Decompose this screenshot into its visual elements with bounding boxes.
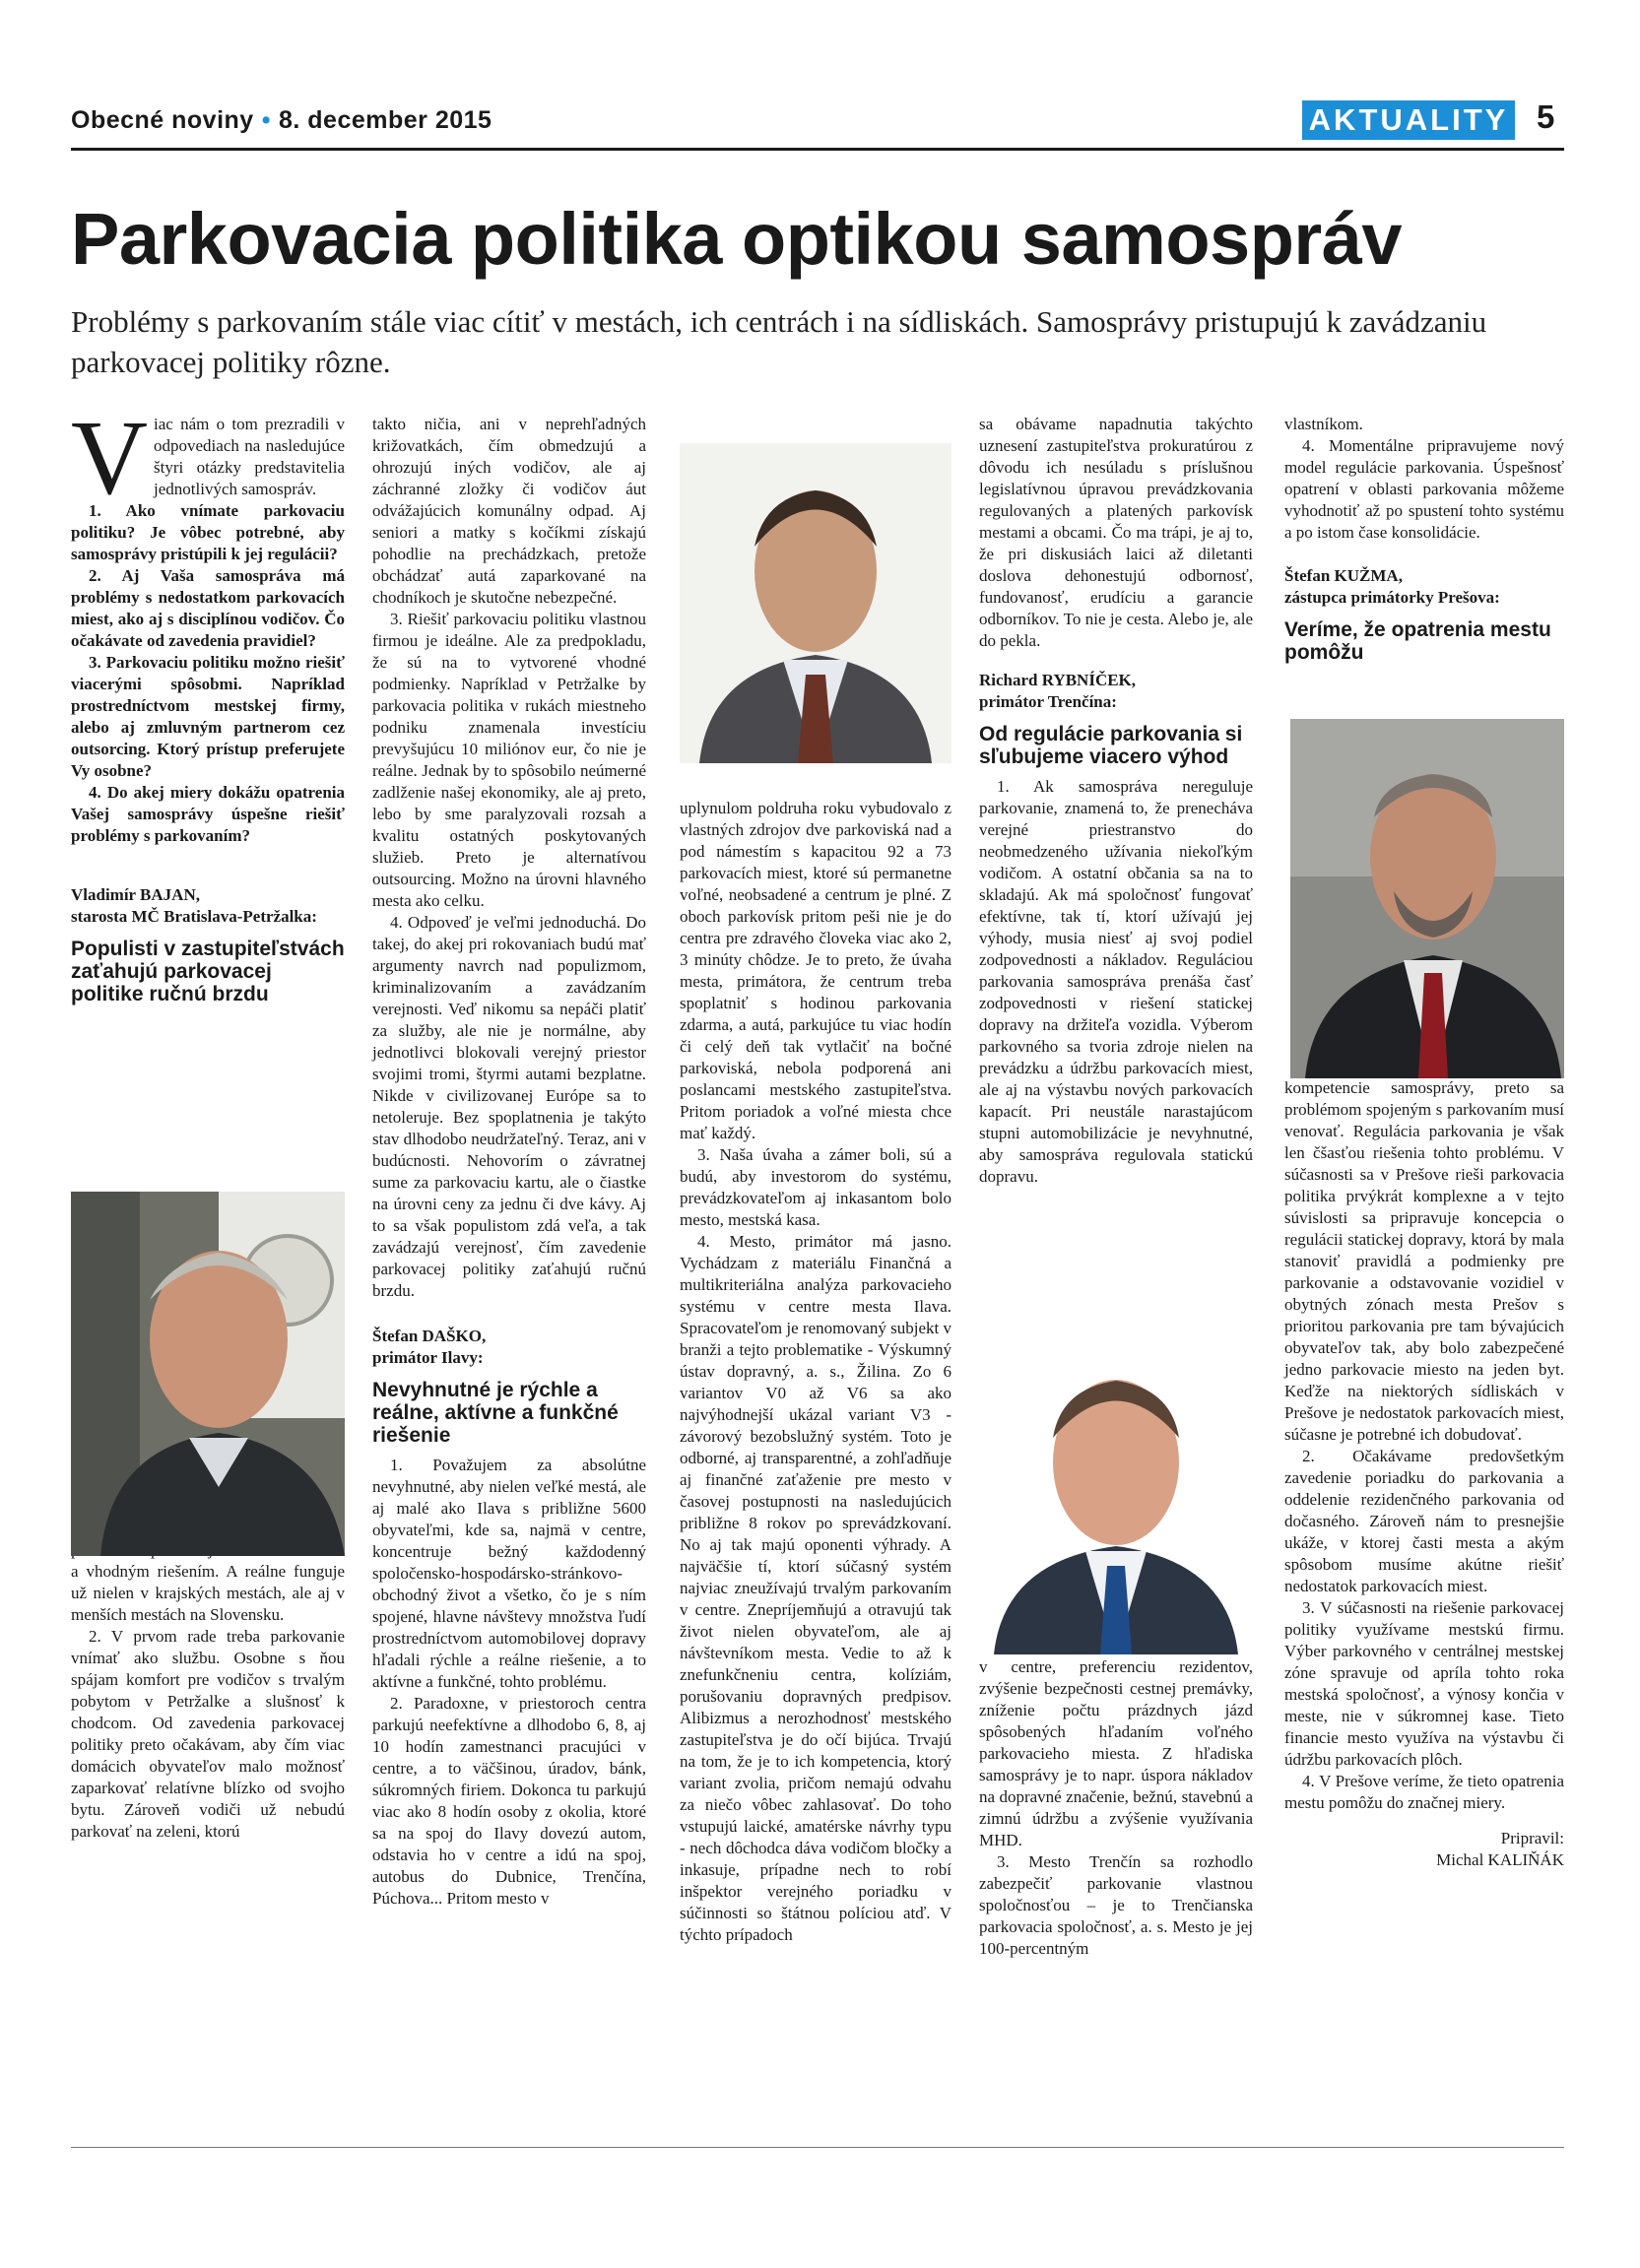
bajan-portrait (71, 1192, 345, 1556)
page-number: 5 (1537, 98, 1555, 135)
rybnicek-answer-4: 4. Momentálne pripravujeme nový model regulácie parkovania. Úspešnosť opatrení v oblasti parkovania môžeme vyhodnotiť až po spustení tohto systému a po istom čase konsolidácie. (1284, 436, 1564, 542)
bajan-name: Vladimír BAJAN, (71, 885, 200, 904)
bajan-answer-2-cont: takto ničia, ani v neprehľadných križovatkách, čím obmedzujú a ohrozujú iných vodičov, ale aj záchranné zložky či vodičov áut odvážajúcich komunálny odpad. Aj seniori a matky s kočíkmi získajú pohodlie na prechádzkach, pretože obchádzať autá zaparkované na chodníkoch je skutočne nebezpečné. (372, 415, 646, 607)
drop-cap: V (71, 400, 148, 517)
question-2: 2. Aj Vaša samospráva má problémy s nedostatkom parkovacích miest, ako aj s disciplínou vodičov. Čo očakávate od zavedenia pravidiel? (71, 566, 345, 650)
rybnicek-heading: Od regulácie parkovania si sľubujeme viacero výhod (979, 723, 1243, 768)
bajan-answer-1: a vhodným riešením. A reálne funguje už nielen v krajských mestách, ale aj v menších mestách na Slovensku. (71, 1562, 345, 1624)
kuzma-name: Štefan KUŽMA, (1284, 566, 1403, 585)
byline-author: Michal KALIŇÁK (1436, 1850, 1564, 1869)
kuzma-heading: Veríme, že opatrenia mestu pomôžu (1284, 618, 1551, 664)
rybnicek-name: Richard RYBNÍČEK, (979, 671, 1137, 689)
rybnicek-answer-3-cont: vlastníkom. (1284, 415, 1363, 433)
masthead (71, 106, 492, 135)
kuzma-answer-3: 3. V súčasnosti na riešenie parkovacej politiky využívame mestskú firmu. Výber parkovného v centrálnej mestskej zóne spravuje od apríla tohto roka mestská spoločnosť, a výnosy končia v meste, nie v súkromnej kase. Tieto financie mesto využíva na výstavbu či údržbu parkovacích plôch. (1284, 1598, 1564, 1769)
rybnicek-role: primátor Trenčína: (979, 692, 1117, 711)
question-4: 4. Do akej miery dokážu opatrenia Vašej samosprávy úspešne riešiť problémy s parkovaním? (71, 783, 345, 845)
rybnicek-portrait (979, 1329, 1253, 1654)
kuzma-answer-4: 4. V Prešove veríme, že tieto opatrenia mestu pomôžu do značnej miery. (1284, 1772, 1564, 1812)
issue-date: 8. december 2015 (278, 106, 492, 134)
section-label: AKTUALITY (1302, 100, 1515, 140)
dasko-role: primátor Ilavy: (372, 1348, 484, 1367)
question-1: 1. Ako vnímate parkovaciu politiku? Je vôbec potrebné, aby samosprávy pristúpili k jej regulácii? (71, 501, 345, 563)
separator-dot: • (261, 106, 271, 134)
column-1 (71, 400, 345, 1843)
column-5 (1284, 414, 1564, 1871)
article-lead: Problémy s parkovaním stále viac cítiť v mestách, ich centrách i na sídliskách. Samosprávy pristupujú k zavádzaniu parkovacej politiky rôzne. (71, 304, 1487, 379)
column-3 (680, 798, 951, 1946)
bajan-answer-2: 2. V prvom rade treba parkovanie vnímať ako službu. Osobne s ňou spájam komfort pre vodičov s trvalým pobytom v Petržalke a slušnosť k chodcom. Od zavedenia parkovacej politiky preto očakávam, aby čím viac domácich obyvateľov malo možnosť zaparkovať relatívne blízko od svojho bytu. Zároveň vodiči už nebudú parkovať na zeleni, ktorú (71, 1627, 345, 1841)
intro-paragraph: Viac nám o tom prezradili v odpovediach na nasledujúce štyri otázky predstavitelia jednotlivých samospráv. (71, 400, 345, 517)
rybnicek-answer-3: 3. Mesto Trenčín sa rozhodlo zabezpečiť parkovanie vlastnou spoločnosťou – je to Trenčianska parkovacia spoločnosť, a. s. Mesto je jej 100-percentným (979, 1852, 1253, 1958)
dasko-answer-3: 3. Naša úvaha a zámer boli, sú a budú, aby investorom do systému, prevádzkovateľom aj inkasantom bolo mesto, mestská kasa. (680, 1145, 951, 1229)
header-rule (71, 148, 1564, 151)
question-3: 3. Parkovaciu politiku možno riešiť viacerými spôsobmi. Napríklad prostredníctvom mestskej firmy, alebo aj zmluvným partnerom cez outsorcing. Ktorý prístup preferujete Vy osobne? (71, 653, 345, 780)
kuzma-portrait (1290, 719, 1564, 1078)
dasko-heading: Nevyhnutné je rýchle a reálne, aktívne a funkčné riešenie (372, 1379, 619, 1447)
column-2 (372, 414, 646, 1910)
dasko-answer-4: 4. Mesto, primátor má jasno. Vychádzam z materiálu Finančná a multikriteriálna analýza parkovacieho systému v centre mesta Ilava. Spracovateľom je renomovaný subjekt v branži a tejto problematike - Výskumný ústav dopravný, a. s., Žilina. Zo 6 variantov V0 až V6 sa ako najvýhodnejší ukázal variant V3 - závorový bezobslužný systém. Toto je odborné, aj transparentné, a zohľadňuje aj finančné zaťaženie pre mesto v časovej postupnosti na nasledujúcich približne 8 rokov po sprevádzkovaní. No aj tak majú oponenti výhrady. A najväčšie tí, ktorí súčasný systém najviac zneužívajú trvalým parkovaním v centre. Znepríjemňujú a otravujú tak život nielen obyvateľom, ale aj návštevníkom mesta. Vedie to až k znefunkčneniu centra, kolíziám, porušovaniu dopravných predpisov. Alibizmus a nerozhodnosť mestského zastupiteľstva je do očí bijúca. Trvajú na tom, že je to ich kompetencia, ktorý variant zvolia, pričom nemajú odvahu za niečo vôbec zahlasovať. Do toho vstupujú laické, amatérske návrhy typu - nech dôchodca dáva vodičom bločky a inkasuje, prípadne nech to robí inšpektor verejného poriadku v súčinnosti so štátnou políciou atď. V týchto prípadoch (680, 1232, 952, 1944)
dasko-portrait (680, 443, 951, 763)
byline-prepared: Pripravil: (1500, 1829, 1564, 1847)
publication-name: Obecné noviny (71, 106, 254, 134)
dasko-answer-2: 2. Paradoxne, v priestoroch centra parkujú neefektívne a dlhodobo 6, 8, aj 10 hodín zamestnanci pracujúci v centre, a to väčšinou, úradov, bánk, súkromných firiem. Dokonca tu parkujú viac ako 8 hodín osoby z okolia, ktoré sa na spoj do Ilavy dovezú autom, odstavia ho v centre a idú na spoj, autobus do Dubnice, Trenčína, Púchova... Pritom mesto v (372, 1694, 646, 1908)
rybnicek-answer-2: v centre, preferenciu rezidentov, zvýšenie bezpečnosti cestnej premávky, zníženie počtu prázdnych jázd spôsobených hľadaním voľného parkovacieho miesta. Z hľadiska samosprávy je to napr. úspora nákladov na dopravné značenie, bežnú, stavebnú a zimnú údržbu a zvýšenie využívania MHD. (979, 1657, 1253, 1849)
kuzma-answer-1: kompetencie samosprávy, preto sa problémom spojeným s parkovaním musí venovať. Regulácia parkovania je však len čšasťou riešenia tohto problému. V súčasnosti sa v Prešove rieši parkovacia politika prvýkrát komplexne a v tejto súvislosti sa pripravuje koncepcia o regulácii statickej dopravy, ktorá by mala stanoviť pravidlá a podmienky pre parkovanie a odstavovanie vozidiel v obytných zónach mesta Prešov s prioritou parkovania pre tam bývajúcich obyvateľov tak, aby bolo zabezpečené jedno parkovacie miesto na jeden byt. Keďže na niektorých sídliskách v Prešove je nedostatok parkovacích miest, súčasne je potrebné ich dobudovať. (1284, 1078, 1564, 1444)
article-title: Parkovacia politika optikou samospráv (71, 198, 1403, 280)
column-4 (979, 414, 1253, 1960)
dasko-answer-1: 1. Považujem za absolútne nevyhnutné, aby nielen veľké mestá, ale aj malé ako Ilava s približne 5600 obyvateľmi, kde sa, najmä v centre, koncentruje bežný každodenný spoločensko-hospodársko-stránkovo-obchodný život a všetko, čo je s ním spojené, hlavne návštevy množstva ľudí prostredníctvom automobilovej dopravy hľadali rýchle a reálne riešenie, a to aktívne a funkčné, tohto problému. (372, 1456, 646, 1691)
dasko-answer-4-cont: sa obávame napadnutia takýchto uznesení zastupiteľstva prokuratúrou z dôvodu ich nesúladu s príslušnou legislatívnou úpravou prevádzkovania regulovaných a platených parkovísk mestami a obcami. Čo ma trápi, je aj to, že pri diskusiách laici až diletanti doslova dehonestujú odbornosť, fundovanosť, erudíciu a garancie odborníkov. To nie je cesta. Alebo je, ale do pekla. (979, 415, 1253, 650)
kuzma-role: zástupca primátorky Prešova: (1284, 588, 1500, 607)
dasko-answer-2-cont: uplynulom poldruha roku vybudovalo z vlastných zdrojov dve parkoviská nad a pod námestím s kapacitou 92 a 73 parkovacích miest, ktoré sú permanetne voľné, neobsadené a centrum je plné. Z oboch parkovísk pritom peši nie je do centra pre zdravého človeka viac ako 2, 3 minúty chôdze. Je to preto, že úvaha mesta, primátora, že centrum treba spoplatniť s hodinou parkovania zdarma, a autá, parkujúce tu viac hodín či celý deň tak vytlačiť na bočné parkoviská, nebola podporená ani poslancami mestského zastupiteľstva. Pritom poriadok a voľné miesta chce mať každý. (680, 799, 951, 1142)
rybnicek-answer-1: 1. Ak samospráva nereguluje parkovanie, znamená to, že prenecháva verejné priestranstvo do neobmedzeného užívania niekoľkým vodičom. A ostatní občania sa na to skladajú. Ak má spoločnosť fungovať efektívne, tak tí, ktorí užívajú jej výhody, musia niesť aj svoj podiel zodpovednosti a nákladov. Reguláciou parkovania samospráva prenáša časť zodpovednosti v riešení statickej dopravy na držiteľa vozidla. Výberom parkovného sa tvoria zdroje nielen na prevádzku a údržbu parkovacích miest, ale aj na výstavbu nových parkovacích kapacít. Pri neustále narastajúcom stupni automobilizácie je nevyhnutné, aby samospráva regulovala statickú dopravu. (979, 777, 1253, 1186)
bajan-answer-4: 4. Odpoveď je veľmi jednoduchá. Do takej, do akej pri rokovaniach budú mať argumenty navrch nad populizmom, kriminalizovaním a zavádzaním verejnosti. Veď nikomu sa nepáči platiť za služby, ale nie je normálne, aby jednotlivci blokovali verejný priestor svojimi tromi, štyrmi autami bezplatne. Nikde v civilizovanej Európe sa to netoleruje. Bez spoplatnenia je takýto stav dlhodobo neudržateľný. Teraz, ani v budúcnosti. Nehovorím o závratnej sume za parkovaciu kartu, ale o čiastke na úrovni ceny za jednu či dve kávy. Aj to sa však populistom zdá veľa, a tak zavádzajú verejnosť, čím zavedenie parkovacej politiky zaťahujú ručnú brzdu. (372, 913, 646, 1300)
bajan-heading: Populisti v zastupiteľstvách zaťahujú parkovacej politike ručnú brzdu (71, 938, 345, 1005)
footer-rule (71, 2147, 1564, 2148)
kuzma-answer-2: 2. Očakávame predovšetkým zavedenie poriadku do parkovania a oddelenie rezidenčného parkovania od dočasného. Zároveň nám to presnejšie ukáže, v ktorej časti mesta a akým spôsobom musíme akútne riešiť nedostatok parkovacích miest. (1284, 1447, 1564, 1595)
bajan-role: starosta MČ Bratislava-Petržalka: (71, 907, 317, 926)
bajan-answer-3: 3. Riešiť parkovaciu politiku vlastnou firmou je ideálne. Ale za predpokladu, že sú na to vytvorené vhodné podmienky. Napríklad v Petržalke by parkovacia politika v rukách miestneho podniku znamenala investíciu prevyšujúcu 10 miliónov eur, čo nie je reálne. Jednak by to spôsobilo neúmerné zadlženie našej ekonomiky, ale aj preto, lebo by sme paralyzovali rozsah a kvalitu ostatných poskytovaných služieb. Preto je alternatívou outsourcing. Možno na úrovni hlavného mesta ako celku. (372, 610, 646, 910)
dasko-name: Štefan DAŠKO, (372, 1327, 487, 1345)
